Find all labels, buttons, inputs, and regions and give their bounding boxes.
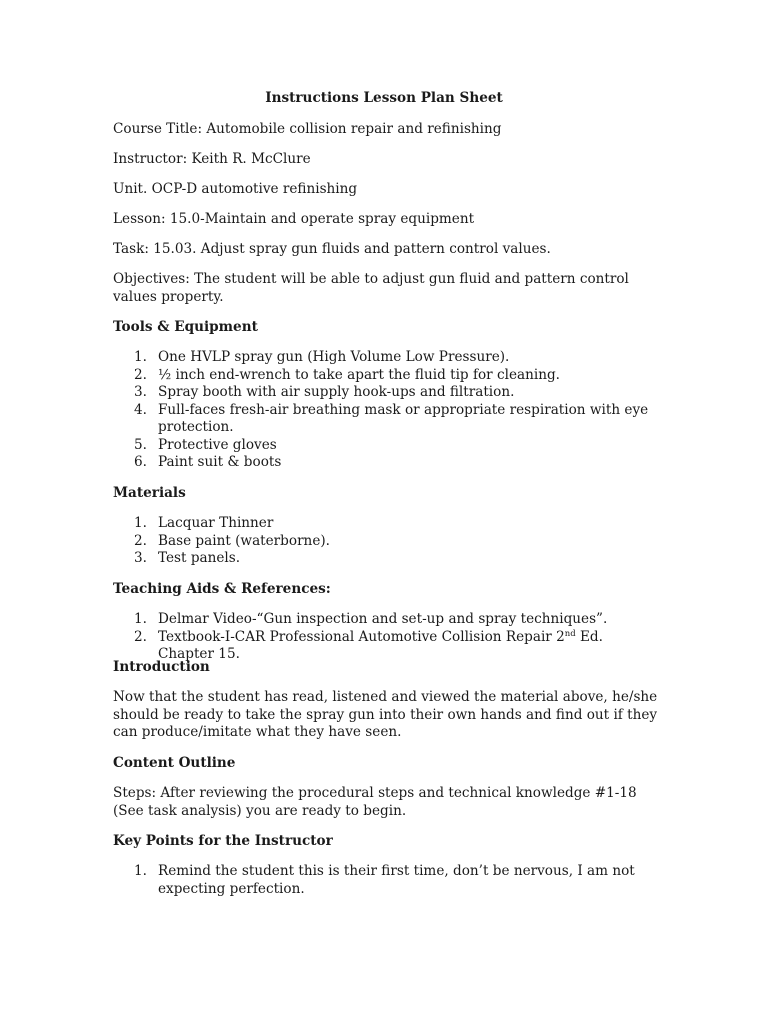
course-title: Course Title: Automobile collision repair and refinishing [113, 121, 502, 137]
document-title: Instructions Lesson Plan Sheet [265, 90, 503, 106]
list-number: 4. [134, 401, 147, 418]
objectives: Objectives: The student will be able to adjust gun fluid and pattern control values property. [113, 271, 629, 305]
list-item [113, 533, 658, 551]
list-number: 1. [134, 611, 147, 627]
list-item [113, 611, 658, 629]
introduction-text: Now that the student has read, listened and viewed the material above, he/she should be ready to take the spray gun into their own hands and find out if they can produce/imitate what they have seen. [113, 689, 658, 740]
list-text: Paint suit & boots [158, 454, 282, 470]
aids-heading: Teaching Aids & References: [113, 581, 331, 597]
introduction-heading: Introduction [113, 659, 210, 675]
list-text: ½ inch end-wrench to take apart the fluid tip for cleaning. [158, 366, 560, 383]
list-number: 6. [134, 454, 147, 470]
content-outline-heading: Content Outline [113, 755, 236, 771]
list-text: One HVLP spray gun (High Volume Low Pressure). [158, 349, 510, 365]
key-points-list [113, 863, 658, 898]
list-item [113, 863, 658, 898]
list-number: 5. [134, 436, 147, 453]
list-item [113, 367, 658, 385]
list-number: 2. [134, 628, 147, 645]
superscript: nd [564, 628, 576, 639]
list-text: Full-faces fresh-air breathing mask or appropriate respiration with eye protection. [158, 401, 649, 435]
list-number: 2. [134, 532, 147, 549]
list-text: Textbook-I-CAR Professional Automotive Collision Repair 2 [158, 628, 565, 645]
tools-list [113, 349, 658, 472]
list-item [113, 437, 658, 455]
aids-list [113, 611, 658, 664]
list-number: 1. [134, 863, 147, 879]
lesson: Lesson: 15.0-Maintain and operate spray equipment [113, 211, 475, 227]
list-number: 3. [134, 384, 147, 400]
list-item [113, 454, 658, 472]
task: Task: 15.03. Adjust spray gun fluids and pattern control values. [113, 241, 551, 257]
tools-heading: Tools & Equipment [113, 319, 258, 335]
list-text: Remind the student this is their first time, don’t be nervous, I am not expecting perfection. [158, 863, 635, 897]
list-item [113, 402, 658, 437]
list-item [113, 550, 658, 568]
list-item [113, 384, 658, 402]
list-text: Lacquar Thinner [158, 515, 274, 531]
list-text: Base paint (waterborne). [158, 532, 330, 549]
list-item [113, 349, 658, 367]
list-text: Test panels. [158, 550, 241, 566]
list-number: 3. [134, 550, 147, 566]
materials-heading: Materials [113, 485, 186, 501]
unit: Unit. OCP-D automotive refinishing [113, 181, 358, 197]
list-text: Delmar Video-“Gun inspection and set-up and spray techniques”. [158, 611, 608, 627]
list-number: 2. [134, 366, 147, 383]
list-number: 1. [134, 515, 147, 531]
list-text: Spray booth with air supply hook-ups and filtration. [158, 384, 515, 400]
list-item [113, 515, 658, 533]
list-text: Protective gloves [158, 436, 277, 453]
content-outline-text: Steps: After reviewing the procedural steps and technical knowledge #1-18 (See task analysis) you are ready to begin. [113, 785, 637, 819]
list-text: Ed. Chapter 15. [158, 628, 603, 662]
key-points-heading: Key Points for the Instructor [113, 833, 333, 849]
materials-list [113, 515, 658, 568]
list-number: 1. [134, 349, 147, 365]
instructor: Instructor: Keith R. McClure [113, 151, 311, 167]
